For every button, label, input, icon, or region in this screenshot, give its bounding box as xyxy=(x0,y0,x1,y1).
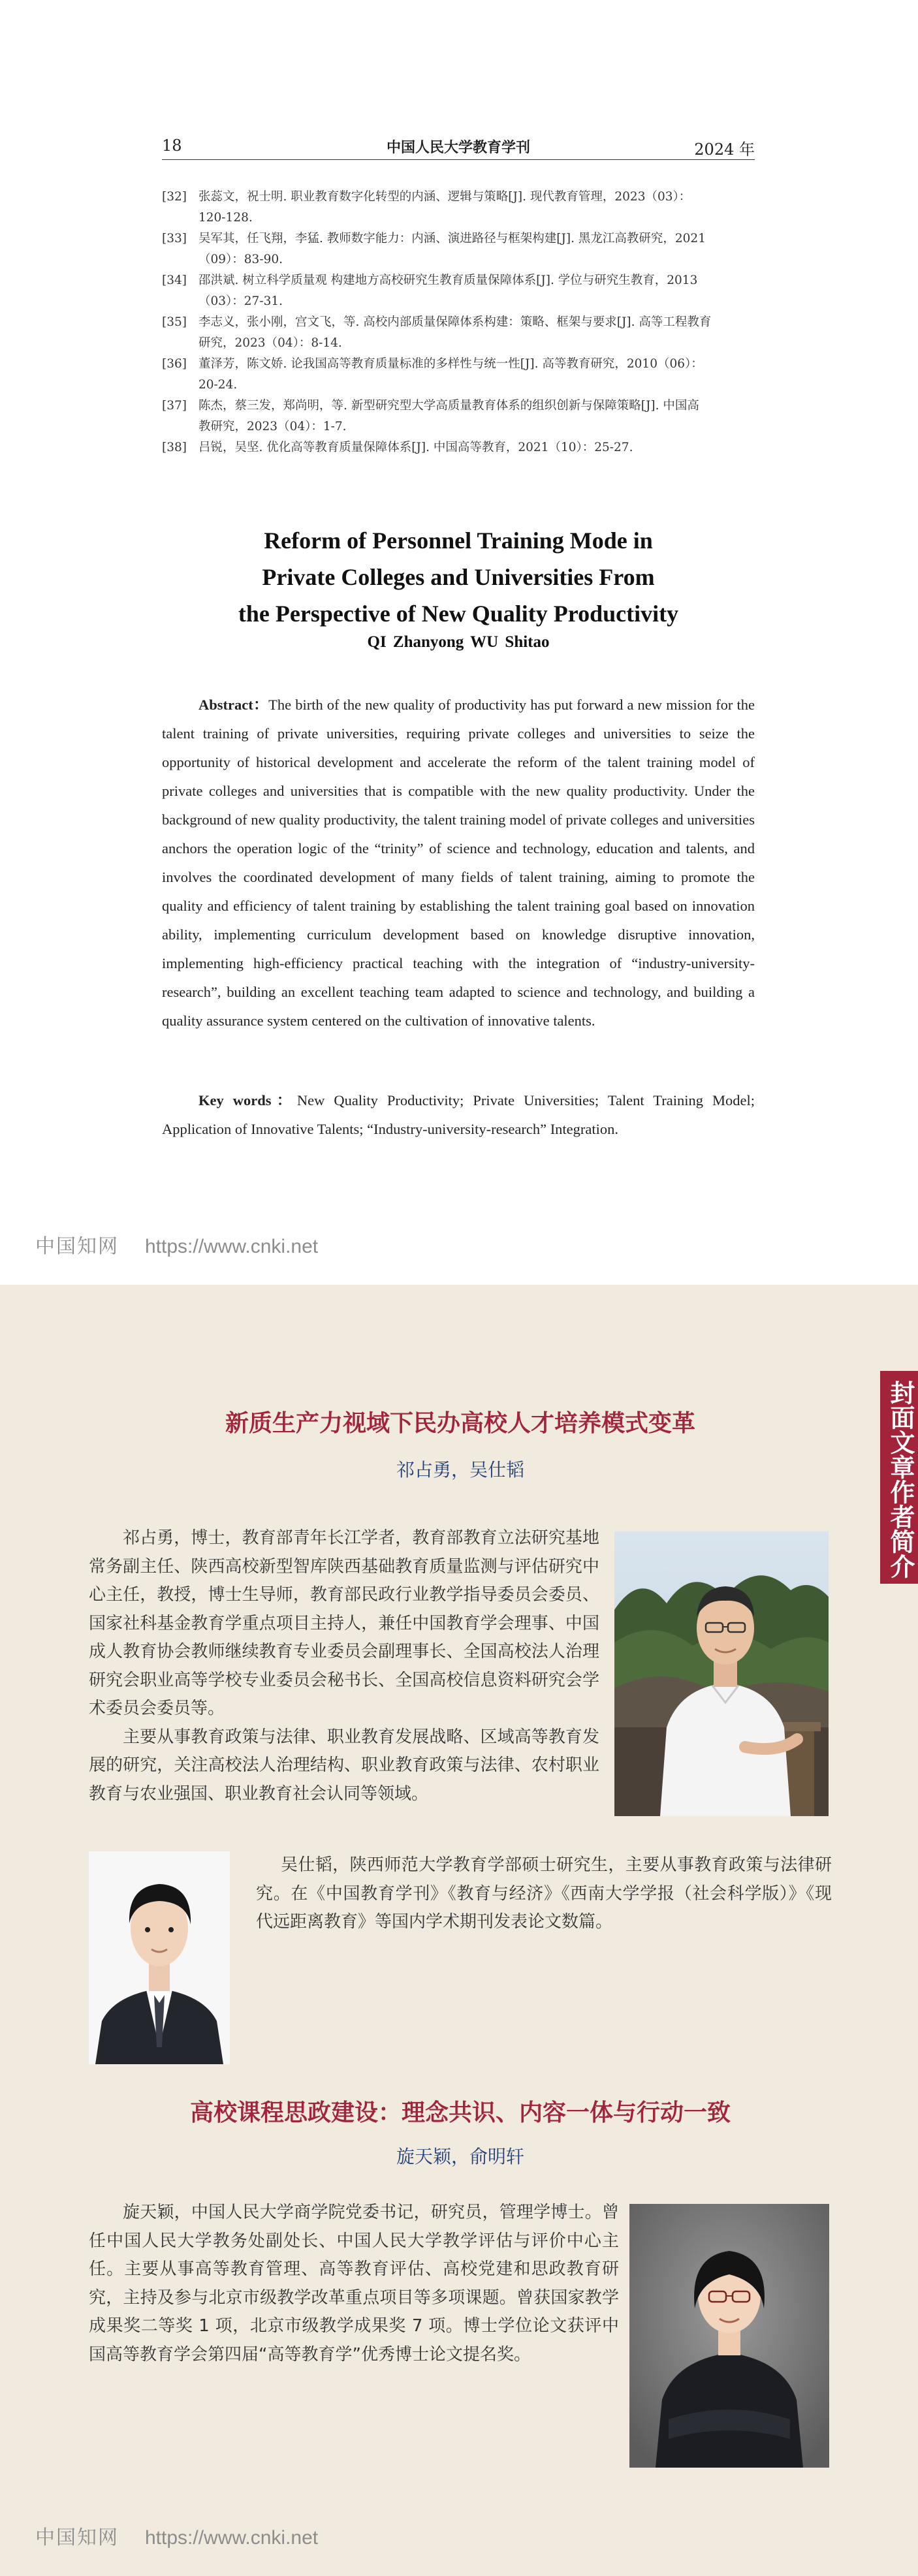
reference-item xyxy=(162,312,755,354)
section-side-tab: 封面文章作者简介 xyxy=(880,1371,918,1584)
reference-text: 董泽芳，陈文娇. 论我国高等教育质量标准的多样性与统一性[J]. 高等教育研究，2010（06）： xyxy=(198,357,703,371)
portrait-woman-studio xyxy=(629,2204,829,2468)
reference-text: （09）：83-90. xyxy=(198,253,283,266)
bio-paragraph: 主要从事教育政策与法律、职业教育发展战略、区域高等教育发展的研究，关注高校法人治理结构、职业教育政策与法律、农村职业教育与农业强国、职业教育社会认同等领域。 xyxy=(89,1727,599,1804)
page-number: 18 xyxy=(162,136,182,155)
abstract-text: The birth of the new quality of productivity has put forward a new mission for the talent training of private universities, requiring private colleges and universities to seize the opportunity of historical development and accelerate the reform of the talent training model of private colleges and universities that is compatible with the new quality productivity. Under the background of new quality productivity, the talent training model of private colleges and universities anchors the operation logic of the “trinity” of science and technology, education and talents, and involves the coordinated development of many fields of talent training, aiming to promote the quality and efficiency of talent training by establishing the talent training goal based on innovation ability, implementing curriculum development based on knowledge disruptive innovation, implementing high-efficiency practical teaching with the integration of “industry-university-research”, building an excellent teaching team adapted to science and technology, and building a quality assurance system centered on the cultivation of innovative talents. xyxy=(162,697,755,1029)
reference-item xyxy=(162,270,755,312)
english-title-line: Private Colleges and Universities From xyxy=(262,564,655,590)
reference-number: [32] xyxy=(162,190,187,204)
reference-line xyxy=(162,208,755,228)
portrait-man-outdoor xyxy=(614,1531,829,1816)
reference-text: （03）：27-31. xyxy=(198,294,283,308)
keywords xyxy=(162,1086,755,1144)
cnki-watermark xyxy=(35,2521,318,2550)
reference-line xyxy=(162,375,755,396)
reference-number: [35] xyxy=(162,315,187,329)
article1-title: 新质生产力视域下民办高校人才培养模式变革 xyxy=(225,1410,695,1437)
reference-text: 邵洪斌. 树立科学质量观 构建地方高校研究生教育质量保障体系[J]. 学位与研究生教育，2013 xyxy=(198,274,698,287)
portrait-man-suit xyxy=(89,1851,230,2064)
reference-line xyxy=(162,416,755,437)
bio-paragraph: 祁占勇，博士，教育部青年长江学者，教育部教育立法研究基地常务副主任、陕西高校新型智库陕西基础教育质量监测与评估研究中心主任，教授，博士生导师，教育部民政行业教学指导委员会委员、国家社科基金教育学重点项目主持人，兼任中国教育学会理事、中国成人教育协会教师继续教育专业委员会副理事长、全国高校法人治理研究会职业高等学校专业委员会秘书长、全国高校信息资料研究会学术委员会委员等。 xyxy=(89,1528,599,1718)
reference-line xyxy=(162,354,755,375)
english-authors: QI Zhanyong WU Shitao xyxy=(367,633,550,651)
reference-line xyxy=(162,270,755,291)
reference-text: 李志义，张小刚，宫文飞，等. 高校内部质量保障体系构建：策略、框架与要求[J]. 高等工程教育 xyxy=(198,315,712,329)
keywords-label: Key words： xyxy=(198,1092,297,1108)
reference-line xyxy=(162,228,755,249)
reference-line xyxy=(162,187,755,208)
watermark-url: https://www.cnki.net xyxy=(145,2527,319,2549)
reference-number: [36] xyxy=(162,357,187,371)
watermark-url: https://www.cnki.net xyxy=(145,1236,319,1257)
cnki-watermark xyxy=(35,1230,318,1259)
author-photo-qi xyxy=(614,1531,829,1816)
author-bio-qi xyxy=(89,1524,599,1808)
reference-line xyxy=(162,291,755,312)
page-header xyxy=(162,134,755,160)
reference-text: 陈杰，蔡三发，郑尚明，等. 新型研究型大学高质量教育体系的组织创新与保障策略[J]. 中国高 xyxy=(198,399,699,413)
header-year: 2024 年 xyxy=(694,140,755,159)
abstract xyxy=(162,691,755,1035)
author-photo-xuan xyxy=(629,2204,829,2468)
reference-number: [37] xyxy=(162,399,187,413)
english-title xyxy=(162,522,755,632)
reference-item xyxy=(162,437,755,458)
reference-line xyxy=(162,333,755,354)
english-title-line: Reform of Personnel Training Mode in xyxy=(264,527,653,554)
reference-item xyxy=(162,396,755,437)
article2-authors: 旋天颖，俞明轩 xyxy=(396,2146,524,2167)
reference-line xyxy=(162,396,755,416)
reference-text: 张蕊文，祝士明. 职业教育数字化转型的内涵、逻辑与策略[J]. 现代教育管理，2023（03）： xyxy=(198,190,691,204)
watermark-name: 中国知网 xyxy=(35,2526,119,2549)
reference-text: 吕锐，吴坚. 优化高等教育质量保障体系[J]. 中国高等教育，2021（10）：25-27. xyxy=(198,441,633,454)
reference-list xyxy=(162,187,755,458)
reference-text: 20-24. xyxy=(198,378,238,392)
reference-item xyxy=(162,354,755,396)
reference-text: 吴军其，任飞翔，李猛. 教师数字能力：内涵、演进路径与框架构建[J]. 黑龙江高教研究，2021 xyxy=(198,232,706,245)
reference-number: [38] xyxy=(162,441,187,454)
reference-text: 研究，2023（04）：8-14. xyxy=(198,336,342,350)
journal-title: 中国人民大学教育学刊 xyxy=(386,140,530,156)
reference-item xyxy=(162,187,755,228)
reference-line xyxy=(162,437,755,458)
reference-text: 120-128. xyxy=(198,211,253,225)
header-rule xyxy=(162,159,755,160)
journal-page xyxy=(0,0,918,1285)
reference-line xyxy=(162,249,755,270)
bio-paragraph: 旋天颖，中国人民大学商学院党委书记，研究员，管理学博士。曾任中国人民大学教务处副处长、中国人民大学教学评估与评价中心主任。主要从事高等教育管理、高等教育评估、高校党建和思政教育研究，主持及参与北京市级教学改革重点项目等多项课题。曾获国家教学成果奖二等奖 1 项，北京市级教学成果奖 7 项。博士学位论文获评中国高等教育学会第四届“高等教育学”优秀博士论文提名奖。 xyxy=(89,2203,619,2364)
article2-title: 高校课程思政建设：理念共识、内容一体与行动一致 xyxy=(189,2099,731,2126)
author-bio-xuan xyxy=(89,2199,619,2369)
keywords-text: New Quality Productivity; Private Universities; Talent Training Model; Application of Innovative Talents; “Industry-university-research” Integration. xyxy=(162,1092,755,1137)
english-title-line: the Perspective of New Quality Productivity xyxy=(238,601,679,627)
reference-line xyxy=(162,312,755,333)
author-bio-wu xyxy=(256,1851,832,1937)
abstract-label: Abstract： xyxy=(198,697,269,713)
article1-authors: 祁占勇，吴仕韬 xyxy=(396,1459,524,1481)
bio-paragraph: 吴仕韬，陕西师范大学教育学部硕士研究生，主要从事教育政策与法律研究。在《中国教育学刊》《教育与经济》《西南大学学报（社会科学版）》《现代远距离教育》等国内学术期刊发表论文数篇。 xyxy=(256,1855,832,1932)
watermark-name: 中国知网 xyxy=(35,1235,119,1258)
author-photo-wu xyxy=(89,1851,230,2064)
reference-text: 教研究，2023（04）：1-7. xyxy=(198,420,347,433)
reference-item xyxy=(162,228,755,270)
reference-number: [34] xyxy=(162,274,187,287)
reference-number: [33] xyxy=(162,232,187,245)
